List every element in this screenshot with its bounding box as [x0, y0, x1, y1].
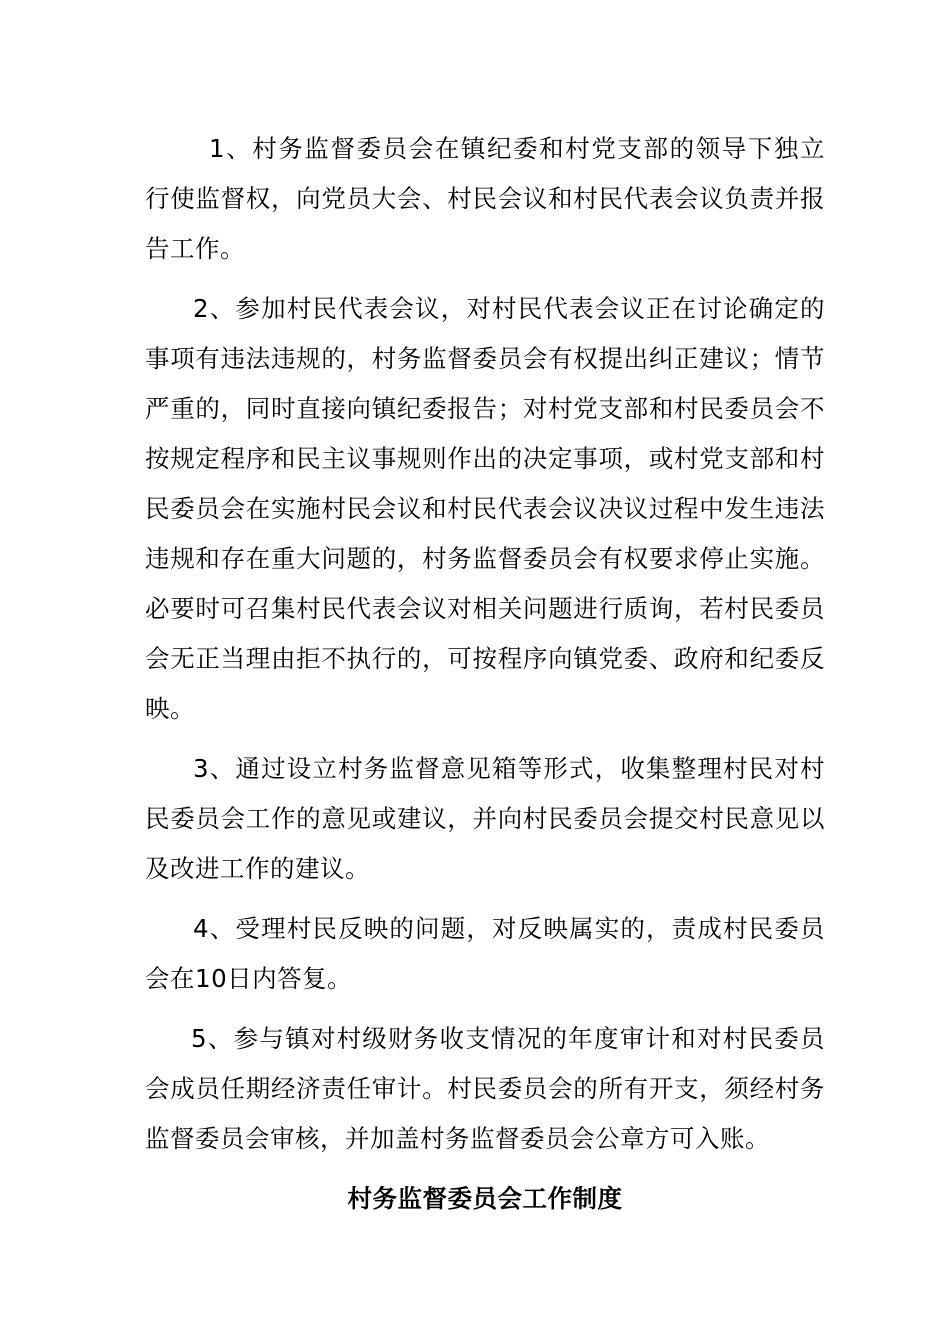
document-page — [145, 124, 825, 1224]
paragraph-5: 5、参与镇对村级财务收支情况的年度审计和对村民委员会成员任期经济责任审计。村民委员会的所有开支，须经村务监督委员会审核，并加盖村务监督委员会公章方可入账。 — [145, 1024, 825, 1153]
paragraph-4: 4、受理村民反映的问题，对反映属实的，责成村民委员会在10日内答复。 — [145, 914, 825, 993]
paragraph-3: 3、通过设立村务监督意见箱等形式，收集整理村民对村民委员会工作的意见或建议，并向村民委员会提交村民意见以及改进工作的建议。 — [145, 754, 825, 883]
paragraph-1: 1、村务监督委员会在镇纪委和村党支部的领导下独立行使监督权，向党员大会、村民会议和村民代表会议负责并报告工作。 — [145, 134, 825, 263]
section-heading: 村务监督委员会工作制度 — [347, 1184, 623, 1213]
paragraph-2: 2、参加村民代表会议，对村民代表会议正在讨论确定的事项有违法违规的，村务监督委员会有权提出纠正建议；情节严重的，同时直接向镇纪委报告；对村党支部和村民委员会不按规定程序和民主议事规则作出的决定事项，或村党支部和村民委员会在实施村民会议和村民代表会议决议过程中发生违法违规和存在重大问题的，村务监督委员会有权要求停止实施。必要时可召集村民代表会议对相关问题进行质询，若村民委员会无正当理由拒不执行的，可按程序向镇党委、政府和纪委反映。 — [145, 294, 825, 723]
